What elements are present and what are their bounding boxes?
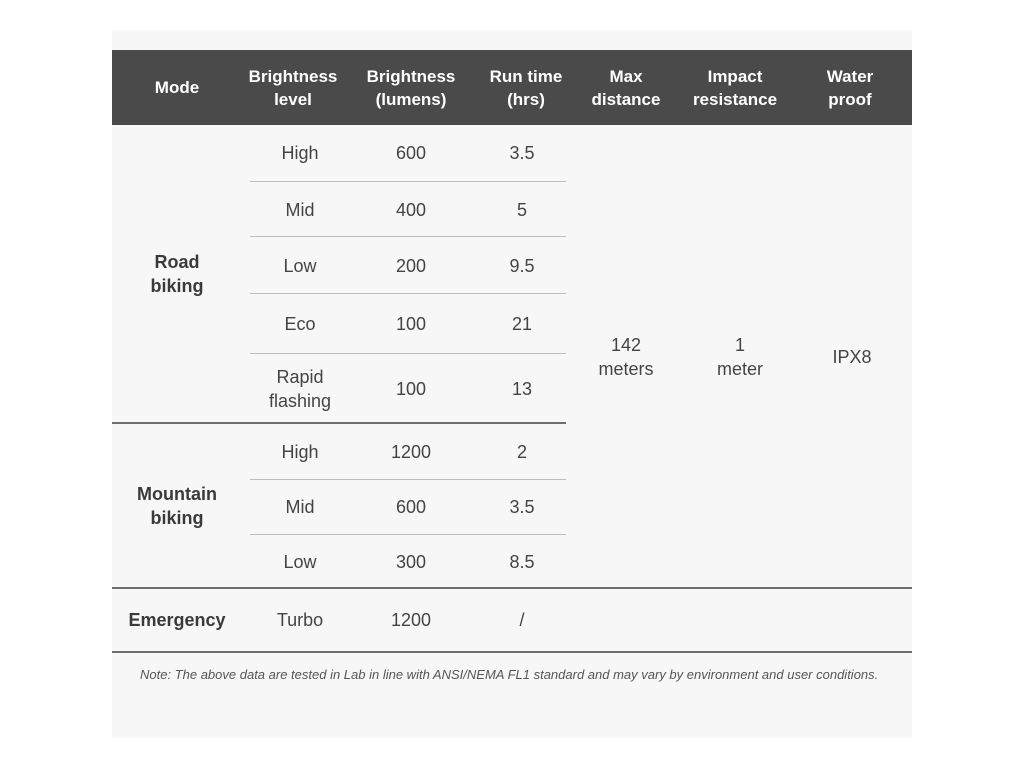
spec-table-sheet: [112, 30, 912, 738]
header-run-time: Run time (hrs): [489, 66, 563, 109]
shared-max-distance: 142 meters: [598, 334, 654, 379]
mountain-runtime-1: 2: [516, 441, 527, 462]
mountain-runtime-2: 3.5: [509, 497, 535, 517]
road-lumens-2: 400: [395, 199, 427, 220]
road-lumens-1: 600: [395, 143, 427, 163]
footnote: Note: The above data are tested in Lab in line with ANSI/NEMA FL1 standard and may vary by environment and user conditions.: [140, 667, 879, 682]
road-runtime-3: 9.5: [509, 255, 535, 276]
road-level-1: High: [281, 143, 319, 163]
road-level-4: Eco: [284, 314, 316, 334]
table-bottom-border: [112, 651, 912, 653]
mode-road-biking: Road biking: [150, 252, 204, 296]
road-lumens-4: 100: [395, 314, 427, 334]
emergency-level-1: Turbo: [276, 610, 324, 630]
mountain-lumens-2: 600: [395, 497, 427, 517]
emergency-lumens-1: 1200: [390, 610, 432, 630]
shared-water-proof: IPX8: [832, 346, 872, 367]
mode-emergency: Emergency: [128, 610, 226, 630]
road-lumens-3: 200: [395, 255, 427, 276]
road-runtime-4: 21: [511, 314, 533, 334]
road-level-5: Rapid flashing: [268, 367, 332, 411]
header-water-proof: Water proof: [826, 66, 874, 109]
mountain-lumens-1: 1200: [390, 441, 432, 462]
road-runtime-1: 3.5: [509, 143, 535, 163]
mountain-level-2: Mid: [285, 497, 315, 517]
road-lumens-5: 100: [395, 379, 427, 399]
mountain-level-3: Low: [283, 551, 317, 572]
header-brightness-lumens: Brightness (lumens): [366, 66, 456, 109]
emergency-runtime-1: /: [519, 610, 525, 630]
road-runtime-2: 5: [516, 199, 527, 220]
mountain-level-1: High: [281, 441, 319, 462]
road-level-3: Low: [283, 255, 317, 276]
header-impact-resistance: Impact resistance: [692, 66, 778, 109]
shared-impact-resistance: 1 meter: [716, 334, 763, 379]
mountain-lumens-3: 300: [395, 551, 427, 572]
mountain-runtime-3: 8.5: [509, 551, 535, 572]
table-header: [112, 50, 912, 125]
header-max-distance: Max distance: [591, 66, 661, 109]
road-level-2: Mid: [285, 199, 315, 220]
header-mode: Mode: [154, 78, 200, 97]
road-runtime-5: 13: [511, 379, 533, 399]
header-brightness-level: Brightness level: [248, 66, 338, 109]
mode-mountain-biking: Mountain biking: [137, 484, 217, 528]
